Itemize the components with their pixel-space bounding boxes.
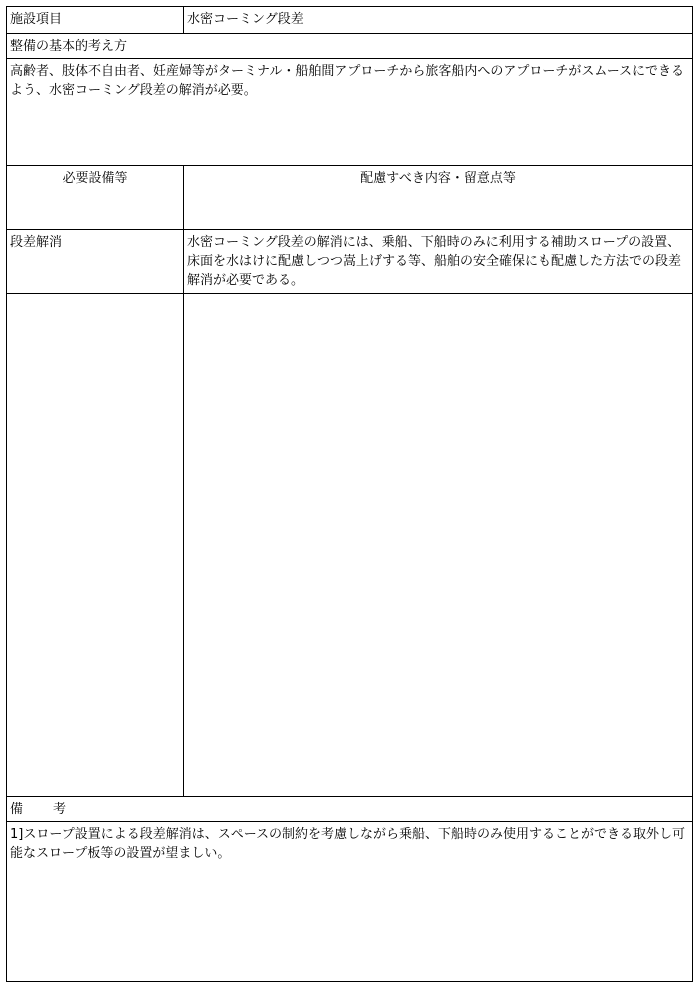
remarks-text: 1]スロープ設置による段差解消は、スペースの制約を考慮しながら乗船、下船時のみ使用することができる取外し可能なスロープ板等の設置が望ましい。	[10, 827, 686, 861]
facility-item-value: 水密コーミング段差	[187, 12, 304, 27]
remarks-label-a: 備	[10, 802, 24, 817]
facility-item-row	[7, 7, 692, 34]
table-header-row	[7, 166, 692, 230]
table-row	[7, 230, 692, 294]
required-equipment-cell: 段差解消	[7, 230, 184, 293]
basic-policy-heading-row	[7, 34, 692, 59]
remarks-label	[7, 797, 692, 821]
facility-item-label: 施設項目	[7, 7, 184, 33]
facility-sheet	[6, 6, 693, 982]
basic-policy-label: 整備の基本的考え方	[10, 39, 128, 54]
remarks-label-b: 考	[53, 802, 67, 817]
table-row-empty	[7, 294, 692, 797]
basic-policy-text: 高齢者、肢体不自由者、妊産婦等がターミナル・船舶間アプローチから旅客船内へのアプローチがスムースにできるよう、水密コーミング段差の解消が必要。	[10, 64, 685, 98]
required-equipment-cell-empty	[7, 294, 184, 796]
considerations-cell-empty	[184, 294, 692, 796]
remarks-heading-row	[7, 797, 692, 822]
remarks-text-row	[7, 822, 692, 981]
required-equipment-header: 必要設備等	[7, 166, 184, 229]
basic-policy-text-row	[7, 59, 692, 166]
considerations-header: 配慮すべき内容・留意点等	[360, 171, 516, 186]
considerations-cell: 水密コーミング段差の解消には、乗船、下船時のみに利用する補助スロープの設置、床面を水はけに配慮しつつ嵩上げする等、船舶の安全確保にも配慮した方法での段差解消が必要である。	[187, 235, 682, 288]
